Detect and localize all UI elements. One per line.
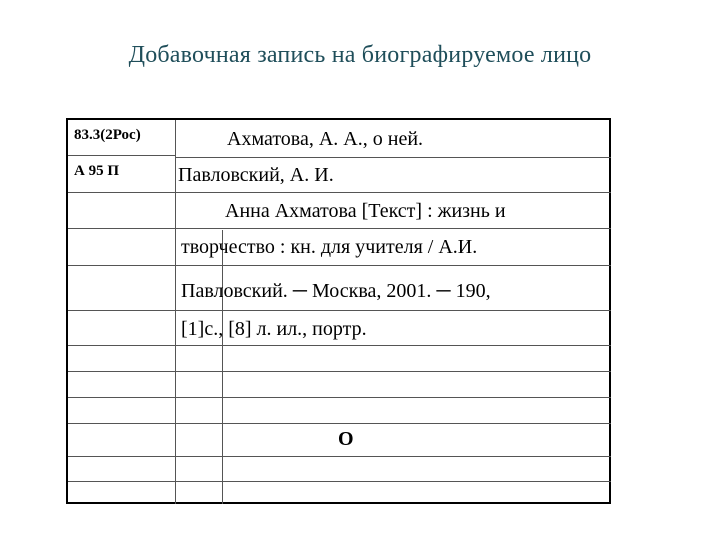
- imprint-line-2: [1]с., [8] л. ил., портр.: [181, 318, 367, 340]
- card-rule-horizontal: [68, 192, 175, 193]
- page-title: Добавочная запись на биографируемое лицо: [128, 42, 592, 68]
- card-rule-horizontal: [68, 345, 611, 346]
- card-rule-horizontal: [68, 481, 611, 482]
- card-rule-horizontal: [68, 423, 611, 424]
- card-rule-vertical-left: [175, 120, 176, 504]
- imprint-line-1: Павловский. ─ Москва, 2001. ─ 190,: [181, 280, 491, 302]
- card-rule-vertical-indent: [222, 230, 223, 504]
- card-rule-horizontal: [68, 371, 611, 372]
- card-rule-horizontal: [68, 310, 611, 311]
- card-rule-horizontal: [68, 155, 175, 156]
- subject-heading: Ахматова, А. А., о ней.: [227, 128, 424, 150]
- card-rule-horizontal: [68, 228, 611, 229]
- catalog-card: [66, 118, 611, 504]
- classification-index: 83.3(2Рос): [74, 127, 141, 143]
- card-rule-horizontal: [175, 157, 611, 158]
- title-line-1: Анна Ахматова [Текст] : жизнь и: [225, 200, 506, 222]
- punch-hole-mark: O: [338, 428, 354, 450]
- card-rule-horizontal: [175, 192, 611, 193]
- author-heading: Павловский, А. И.: [178, 164, 334, 186]
- title-line-2: творчество : кн. для учителя / А.И.: [181, 236, 478, 258]
- card-rule-horizontal: [68, 456, 611, 457]
- author-sign: А 95 П: [74, 163, 119, 179]
- card-rule-horizontal: [68, 265, 611, 266]
- card-rule-horizontal: [68, 397, 611, 398]
